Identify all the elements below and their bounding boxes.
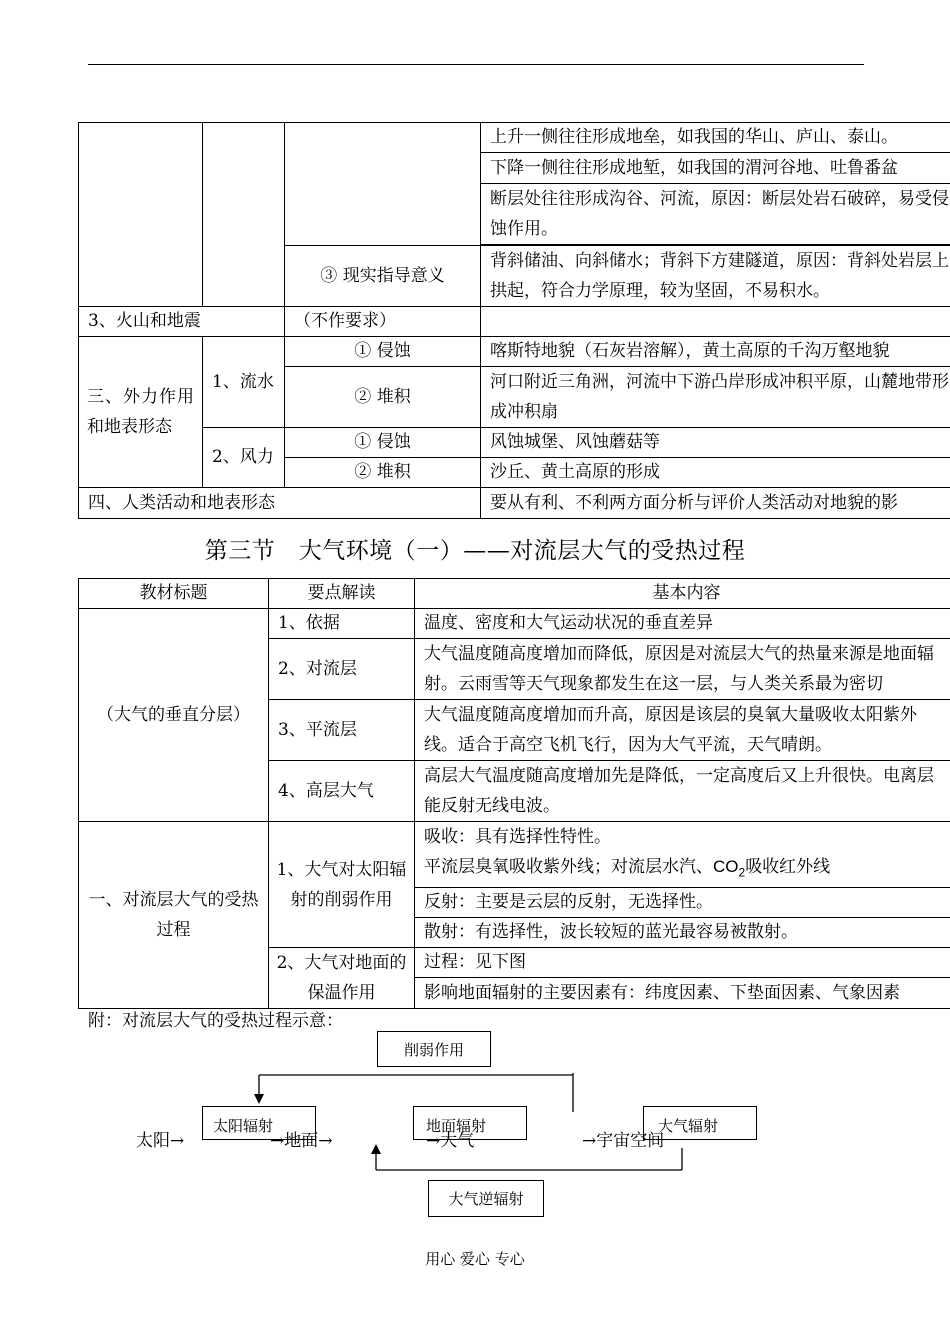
table-cell: 过程：见下图 [415, 948, 950, 978]
table-cell: 要从有利、不利两方面分析与评价人类活动对地貌的影 [481, 488, 950, 519]
table-cell-label: 3、火山和地震 [79, 307, 285, 337]
table-cell: 背斜储油、向斜储水；背斜下方建隧道，原因：背斜处岩层上拱起，符合力学原理，较为坚固，不易积水。 [481, 246, 950, 307]
ground-radiation-box: 地面辐射 [413, 1106, 527, 1140]
table-cell-label: 1、大气对太阳辐射的削弱作用 [269, 822, 415, 948]
table-cell-label: 2、对流层 [269, 639, 415, 700]
atmosphere-label: →大气 [426, 1131, 475, 1151]
table-cell-label: 1、依据 [269, 609, 415, 639]
counter-radiation-box: 大气逆辐射 [428, 1180, 544, 1217]
table-cell: 大气温度随高度增加而降低，原因是对流层大气的热量来源是地面辐射。云雨雪等天气现象都发生在这一层，与人类关系最为密切 [415, 639, 950, 700]
table-cell: 大气温度随高度增加而升高，原因是该层的臭氧大量吸收太阳紫外线。适合于高空飞机飞行，因为大气平流，天气晴朗。 [415, 700, 950, 761]
section-label: （大气的垂直分层） [79, 609, 269, 822]
header-rule [88, 64, 864, 65]
table-cell-label: 3、平流层 [269, 700, 415, 761]
table-cell: 沙丘、黄土高原的形成 [481, 458, 950, 488]
table-cell: 散射：有选择性，波长较短的蓝光最容易被散射。 [415, 918, 950, 948]
table-cell-label: ① 侵蚀 [285, 428, 481, 458]
section-label: 四、人类活动和地表形态 [79, 488, 481, 519]
table-cell: （不作要求） [285, 307, 481, 337]
table-cell-label: 2、大气对地面的保温作用 [269, 948, 415, 1009]
sun-radiation-box: 太阳辐射 [202, 1106, 316, 1140]
table-cell: 风蚀城堡、风蚀蘑菇等 [481, 428, 950, 458]
page-footer: 用心 爱心 专心 [425, 1250, 525, 1268]
table-cell-label: ① 侵蚀 [285, 337, 481, 367]
landform-table [78, 122, 950, 519]
table-cell [415, 822, 950, 888]
space-label: →宇宙空间 [582, 1131, 665, 1151]
table-cell-label: ③ 现实指导意义 [285, 246, 481, 307]
table-cell-label: 2、风力 [203, 428, 285, 488]
table-cell: 喀斯特地貌（石灰岩溶解），黄土高原的千沟万壑地貌 [481, 337, 950, 367]
absorb-line-2: 平流层臭氧吸收紫外线；对流层水汽、$CO_2$吸收红外线 [424, 857, 831, 880]
weaken-box: 削弱作用 [377, 1031, 491, 1067]
atmosphere-table [78, 578, 950, 1009]
arrow-up-icon [371, 1144, 381, 1154]
table-cell-label: ② 堆积 [285, 367, 481, 428]
column-header: 基本内容 [415, 579, 950, 609]
section-label: 一、对流层大气的受热过程 [79, 822, 269, 1009]
arrow-down-icon [254, 1094, 264, 1104]
table-cell: 河口附近三角洲，河流中下游凸岸形成冲积平原，山麓地带形成冲积扇 [481, 367, 950, 428]
ground-label: →地面→ [270, 1131, 333, 1151]
table-cell-label: 1、流水 [203, 337, 285, 428]
table-cell-label: 4、高层大气 [269, 761, 415, 822]
table-cell-label: ② 堆积 [285, 458, 481, 488]
table-cell: 上升一侧往往形成地垒，如我国的华山、庐山、泰山。 [481, 123, 950, 153]
table-cell: 温度、密度和大气运动状况的垂直差异 [415, 609, 950, 639]
column-header: 教材标题 [79, 579, 269, 609]
atmosphere-radiation-box: 大气辐射 [643, 1106, 757, 1140]
table-cell: 下降一侧往往形成地堑，如我国的渭河谷地、吐鲁番盆 [481, 153, 950, 184]
diagram-note: 附：对流层大气的受热过程示意： [88, 1011, 343, 1031]
section-label: 三、外力作用和地表形态 [79, 337, 203, 488]
table-cell: 影响地面辐射的主要因素有：纬度因素、下垫面因素、气象因素 [415, 978, 950, 1009]
table-cell: 反射：主要是云层的反射，无选择性。 [415, 888, 950, 918]
sun-label: 太阳→ [136, 1131, 185, 1151]
column-header: 要点解读 [269, 579, 415, 609]
table-cell: 高层大气温度随高度增加先是降低，一定高度后又上升很快。电离层能反射无线电波。 [415, 761, 950, 822]
section-title: 第三节 大气环境（一）——对流层大气的受热过程 [204, 538, 746, 564]
table-cell: 断层处往往形成沟谷、河流，原因：断层处岩石破碎，易受侵蚀作用。 [481, 184, 950, 245]
absorb-line-1: 吸收：具有选择性特性。 [424, 827, 611, 847]
